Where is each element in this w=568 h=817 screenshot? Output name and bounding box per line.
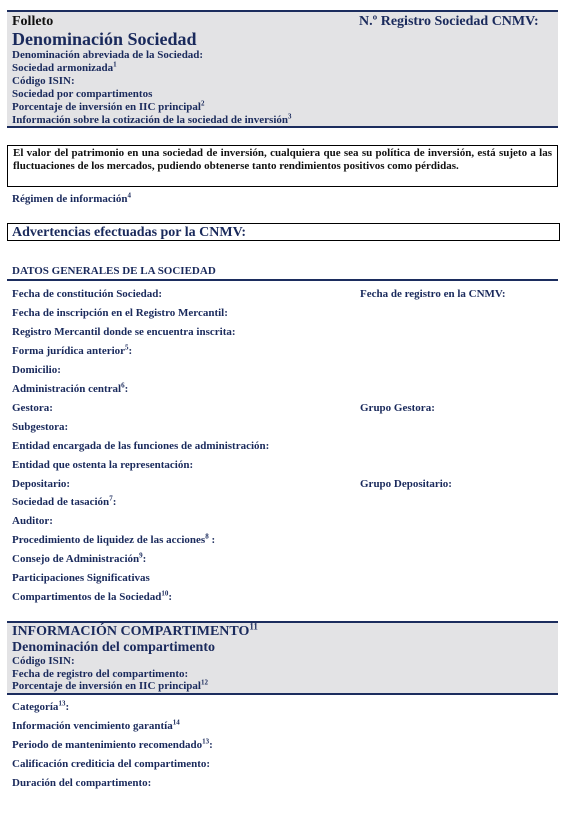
header-block — [7, 10, 558, 128]
grupo-gestora: Grupo Gestora: — [360, 402, 435, 414]
compartimento-subtitle: Denominación del compartimento — [12, 640, 215, 655]
codigo-isin: Código ISIN: — [12, 75, 75, 87]
consejo-administracion: Consejo de Administración$^9$: — [12, 551, 147, 565]
administracion-central: Administración central$^6$: — [12, 381, 129, 395]
denominacion-abreviada: Denominación abreviada de la Sociedad: — [12, 49, 204, 61]
calificacion-crediticia: Calificación crediticia del compartimento: — [12, 758, 211, 770]
compartimento-fecha-registro: Fecha de registro del compartimento: — [12, 668, 189, 680]
advertencias-box: Advertencias efectuadas por la CNMV: — [7, 223, 560, 241]
compartimento-title: INFORMACIÓN COMPARTIMENTO$^{11}$ — [12, 621, 258, 639]
forma-juridica: Forma jurídica anterior$^5$: — [12, 343, 133, 357]
porcentaje-iic: Porcentaje de inversión en IIC principal$^2$ — [12, 99, 205, 113]
duracion-compartimento: Duración del compartimento: — [12, 777, 152, 789]
datos-generales-title: DATOS GENERALES DE LA SOCIEDAD — [12, 265, 216, 277]
auditor: Auditor: — [12, 515, 53, 527]
grupo-depositario: Grupo Depositario: — [360, 478, 452, 490]
registro-mercantil: Registro Mercantil donde se encuentra inscrita: — [12, 326, 236, 338]
sociedad-tasacion: Sociedad de tasación$^7$: — [12, 494, 117, 508]
fecha-constitucion: Fecha de constitución Sociedad: — [12, 288, 163, 300]
fecha-inscripcion: Fecha de inscripción en el Registro Mercantil: — [12, 307, 228, 319]
regimen-informacion: Régimen de información$^4$ — [12, 191, 131, 205]
compartimentos-sociedad: Compartimentos de la Sociedad$^{10}$: — [12, 589, 173, 603]
domicilio: Domicilio: — [12, 364, 61, 376]
entidad-representacion: Entidad que ostenta la representación: — [12, 459, 194, 471]
depositario: Depositario: — [12, 478, 71, 490]
informacion-cotizacion: Información sobre la cotización de la sociedad de inversión$^3$ — [12, 112, 292, 126]
page-title: Denominación Sociedad — [12, 29, 197, 49]
entidad-administracion: Entidad encargada de las funciones de administración: — [12, 440, 270, 452]
subgestora: Subgestora: — [12, 421, 69, 433]
participaciones-significativas: Participaciones Significativas — [12, 572, 150, 584]
procedimiento-liquidez: Procedimiento de liquidez de las acciones$^8$ : — [12, 532, 216, 546]
gestora: Gestora: — [12, 402, 53, 414]
vencimiento-garantia: Información vencimiento garantía$^{14}$ — [12, 718, 180, 732]
categoria: Categoría$^{13}$: — [12, 699, 70, 713]
folleto-label: Folleto — [12, 14, 54, 29]
sociedad-compartimentos: Sociedad por compartimentos — [12, 88, 153, 100]
compartimento-isin: Código ISIN: — [12, 655, 75, 667]
warning-box: El valor del patrimonio en una sociedad de inversión, cualquiera que sea su política de inversión, está sujeto a las fluctuaciones de los mercados, pudiendo obtenerse tanto rendimientos positivos como pérdidas. — [7, 145, 558, 187]
sociedad-armonizada: Sociedad armonizada$^1$ — [12, 60, 117, 74]
fecha-registro-cnmv: Fecha de registro en la CNMV: — [360, 288, 506, 300]
section-divider — [7, 279, 558, 281]
registro-label: N.º Registro Sociedad CNMV: — [359, 14, 539, 29]
compartimento-block — [7, 621, 558, 695]
compartimento-porcentaje-iic: Porcentaje de inversión en IIC principal$^{12}$ — [12, 678, 208, 692]
periodo-mantenimiento: Periodo de mantenimiento recomendado$^{13}$: — [12, 737, 213, 751]
